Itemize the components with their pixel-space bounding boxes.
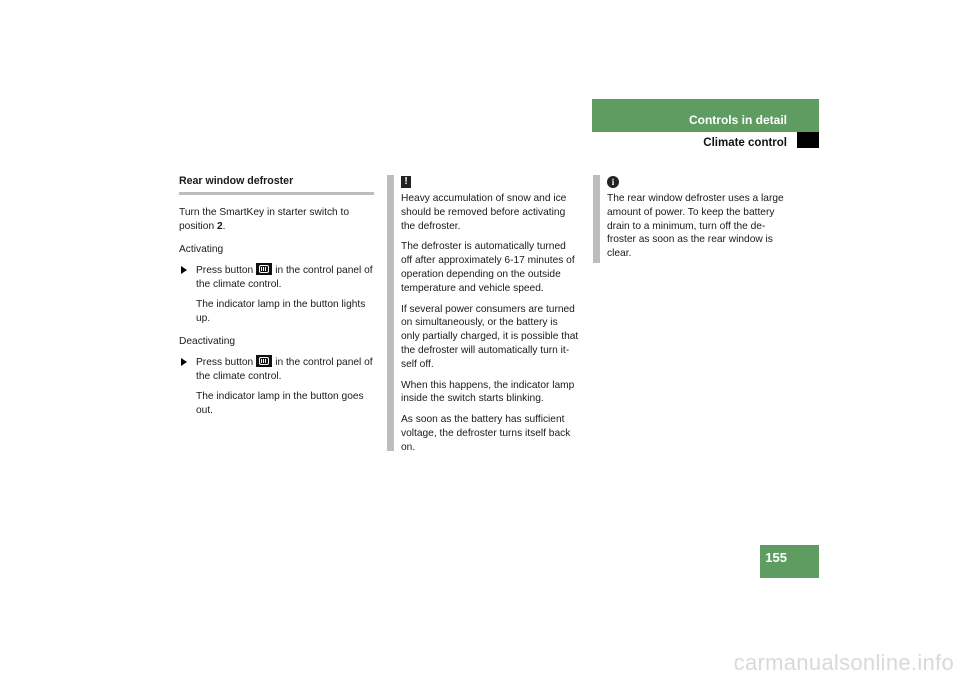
warning-paragraph: The defroster is automatically turned off after approximately 6-17 minutes of operation depending on the outside temperature and vehicle speed. bbox=[401, 241, 575, 294]
warning-sidebar bbox=[387, 175, 394, 451]
activating-heading: Activating bbox=[179, 244, 224, 256]
warning-paragraph: When this happens, the indicator lamp inside the switch starts blinking. bbox=[401, 379, 575, 405]
warning-icon: ! bbox=[401, 176, 411, 188]
page-number: 155 bbox=[765, 550, 787, 565]
rear-defroster-icon bbox=[256, 263, 272, 275]
heading-rule bbox=[179, 192, 374, 195]
header-notch bbox=[797, 132, 819, 148]
rear-defroster-icon bbox=[256, 355, 272, 367]
rear-defroster-heading: Rear window defroster bbox=[179, 175, 294, 187]
rear-defroster-column bbox=[179, 175, 374, 425]
intro-text bbox=[179, 206, 374, 234]
info-sidebar bbox=[593, 175, 600, 263]
bullet-arrow-icon bbox=[181, 266, 187, 274]
intro-pre: Turn the SmartKey in starter switch to position bbox=[179, 206, 350, 232]
activating-step bbox=[179, 263, 374, 292]
header-banner bbox=[592, 99, 819, 132]
warning-paragraph: Heavy accumulation of snow and ice should be removed before activating the defroster. bbox=[401, 193, 567, 232]
activating-result: The indicator lamp in the button lights up. bbox=[196, 298, 366, 324]
info-icon: i bbox=[607, 176, 619, 188]
page-number-box bbox=[760, 545, 819, 578]
deactivating-step bbox=[179, 355, 374, 384]
deactivating-result: The indicator lamp in the button goes out. bbox=[196, 390, 364, 416]
activating-step-pre: Press button bbox=[196, 265, 254, 277]
info-box bbox=[607, 176, 789, 268]
deactivating-step-pre: Press button bbox=[196, 357, 254, 369]
deactivating-step-post: in the control panel of the climate control. bbox=[196, 357, 373, 382]
activating-step-post: in the control panel of the climate control. bbox=[196, 265, 373, 290]
intro-post: . bbox=[222, 220, 226, 232]
warning-box bbox=[401, 176, 579, 462]
deactivating-heading: Deactivating bbox=[179, 336, 236, 348]
intro-position: 2 bbox=[216, 220, 223, 232]
warning-paragraph: If several power consumers are turned on simultaneously, or the battery is only partially charged, it is possible that the defroster will automatically turn it-self off. bbox=[401, 303, 579, 370]
section-subtitle: Climate control bbox=[703, 137, 787, 149]
warning-paragraph: As soon as the battery has sufficient voltage, the defroster turns itself back on. bbox=[401, 414, 571, 453]
info-paragraph: The rear window defroster uses a large amount of power. To keep the battery drain to a minimum, turn off the de-froster as soon as the rear window is clear. bbox=[607, 193, 784, 260]
section-title: Controls in detail bbox=[688, 113, 787, 127]
bullet-arrow-icon bbox=[181, 358, 187, 366]
watermark: carmanualsonline.info bbox=[733, 650, 954, 675]
